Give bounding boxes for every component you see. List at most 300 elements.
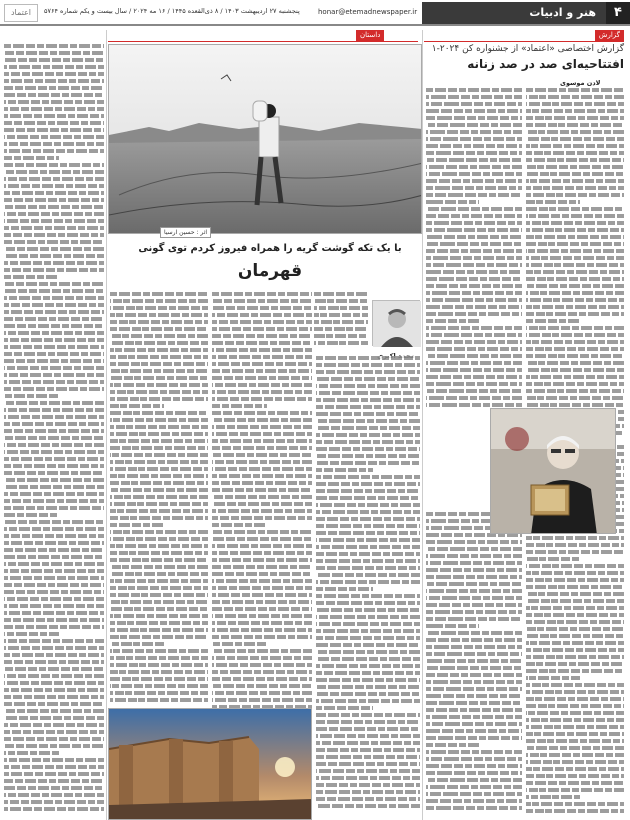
body-text-line: [212, 341, 312, 345]
body-text-line: [426, 235, 522, 239]
body-text-line: [426, 694, 522, 698]
story-rule: [108, 41, 418, 42]
body-text-line: [426, 298, 522, 302]
body-text-line: [426, 603, 522, 607]
report-kicker: گزارش اختصاصی «اعتماد» از جشنواره کن ۲۰۲۴-۱: [431, 44, 624, 54]
body-text-line: [426, 270, 522, 274]
body-text-line: [212, 614, 312, 618]
body-text-line: [316, 377, 420, 381]
column-divider: [422, 30, 423, 820]
body-text-line: [110, 635, 208, 639]
body-text-line: [4, 464, 104, 468]
body-text-line: [110, 579, 208, 583]
body-text-line: [212, 404, 267, 408]
dateline: پنجشنبه ۲۷ اردیبهشت ۱۴۰۳ / ۸ ذی‌القعده ۱۴۴۵ / ۱۶ مه ۲۰۲۴ / سال بیست و یکم شماره ۵۷۶۴: [44, 7, 300, 15]
body-text-line: [110, 565, 208, 569]
body-text-line: [526, 676, 580, 680]
body-text-line: [110, 362, 208, 366]
body-text-line: [426, 130, 522, 134]
body-text-line: [212, 502, 312, 506]
body-text-line: [212, 495, 312, 499]
body-text-line: [526, 361, 624, 365]
body-text-line: [4, 625, 104, 629]
body-text-line: [4, 366, 104, 370]
body-text-line: [526, 697, 624, 701]
body-text-line: [212, 551, 312, 555]
body-text-line: [426, 743, 479, 747]
body-text-line: [526, 536, 624, 540]
body-text-line: [316, 650, 420, 654]
body-text-line: [426, 778, 522, 782]
body-text-line: [4, 709, 104, 713]
body-text-line: [316, 594, 420, 598]
body-text-line: [4, 548, 104, 552]
body-text-line: [526, 326, 624, 330]
body-text-line: [4, 72, 104, 76]
body-text-line: [212, 425, 312, 429]
body-text-line: [426, 792, 522, 796]
body-text-line: [314, 313, 368, 317]
body-text-line: [212, 593, 312, 597]
body-text-line: [316, 748, 420, 752]
body-text-line: [426, 95, 522, 99]
body-text-line: [4, 723, 104, 727]
body-text-line: [4, 793, 104, 797]
body-text-line: [426, 750, 522, 754]
body-text-line: [212, 362, 312, 366]
body-text-line: [4, 107, 104, 111]
body-text-line: [212, 635, 312, 639]
body-text-line: [212, 474, 312, 478]
body-text-line: [426, 561, 522, 565]
body-text-line: [426, 242, 522, 246]
body-text-line: [526, 711, 624, 715]
body-text-line: [526, 200, 580, 204]
body-text-line: [426, 631, 522, 635]
body-text-line: [526, 123, 624, 127]
body-text-line: [4, 198, 104, 202]
body-text-line: [426, 354, 522, 358]
body-text-line: [526, 620, 624, 624]
body-text-line: [4, 744, 104, 748]
section-bar: [422, 2, 630, 24]
body-text-line: [526, 550, 624, 554]
body-text-line: [426, 547, 522, 551]
body-text-line: [212, 677, 312, 681]
body-text-line: [4, 660, 104, 664]
body-text-line: [526, 767, 624, 771]
body-text-line: [426, 575, 522, 579]
body-text-line: [526, 207, 624, 211]
body-text-line: [4, 513, 59, 517]
body-text-line: [526, 704, 624, 708]
body-text-line: [212, 698, 312, 702]
body-text-line: [316, 699, 420, 703]
body-text-line: [426, 151, 522, 155]
body-text-line: [526, 746, 624, 750]
body-text-line: [4, 681, 104, 685]
body-text-line: [4, 331, 104, 335]
body-text-line: [526, 648, 624, 652]
body-text-line: [110, 698, 208, 702]
body-text-line: [4, 597, 104, 601]
body-text-line: [426, 382, 522, 386]
body-text-line: [526, 802, 624, 806]
body-text-line: [316, 762, 420, 766]
story-text-col-1: [316, 356, 420, 816]
body-text-line: [110, 348, 208, 352]
body-text-line: [426, 673, 522, 677]
body-text-line: [212, 558, 312, 562]
report-headline: افتتاحیه‌ای صد در صد زنانه: [467, 57, 624, 71]
body-text-line: [426, 701, 522, 705]
body-text-line: [426, 375, 522, 379]
body-text-line: [212, 656, 312, 660]
body-text-line: [316, 755, 420, 759]
body-text-line: [110, 677, 208, 681]
body-text-line: [314, 299, 368, 303]
body-text-line: [110, 453, 208, 457]
body-text-line: [426, 137, 522, 141]
body-text-line: [110, 495, 208, 499]
body-text-line: [426, 312, 522, 316]
body-text-line: [110, 586, 208, 590]
body-text-line: [110, 404, 164, 408]
body-text-line: [316, 678, 420, 682]
body-text-line: [316, 510, 420, 514]
body-text-line: [316, 685, 420, 689]
body-text-line: [316, 545, 420, 549]
report-photo: [490, 408, 616, 534]
body-text-line: [212, 313, 312, 317]
body-text-line: [110, 376, 208, 380]
body-text-line: [212, 418, 312, 422]
body-text-line: [212, 432, 312, 436]
body-text-line: [4, 121, 104, 125]
body-text-line: [316, 692, 420, 696]
body-text-line: [4, 170, 104, 174]
body-text-line: [110, 656, 208, 660]
body-text-line: [110, 425, 208, 429]
body-text-line: [316, 580, 420, 584]
body-text-line: [426, 200, 479, 204]
body-text-line: [316, 538, 420, 542]
body-text-line: [212, 579, 312, 583]
report-headline-block: [424, 44, 624, 71]
report-byline: لادن موسوی: [560, 79, 601, 87]
body-text-line: [110, 516, 208, 520]
story-photo: [108, 44, 422, 234]
body-text-line: [426, 645, 522, 649]
body-text-line: [212, 628, 312, 632]
body-text-line: [526, 641, 624, 645]
body-text-line: [212, 467, 312, 471]
body-text-line: [316, 671, 420, 675]
story-text-col-4: [4, 44, 104, 816]
report-tag: گزارش: [595, 30, 624, 41]
body-text-line: [4, 422, 104, 426]
body-text-line: [426, 403, 522, 407]
body-text-line: [526, 186, 624, 190]
body-text-line: [426, 221, 522, 225]
body-text-line: [426, 179, 522, 183]
body-text-line: [426, 228, 522, 232]
body-text-line: [426, 333, 522, 337]
author-portrait-illustration: [373, 301, 421, 347]
body-text-line: [4, 191, 104, 195]
body-text-line: [110, 369, 208, 373]
body-text-line: [4, 751, 59, 755]
body-text-line: [316, 776, 420, 780]
body-text-line: [4, 247, 104, 251]
body-text-line: [426, 624, 479, 628]
body-text-line: [316, 433, 420, 437]
body-text-line: [110, 684, 208, 688]
body-text-line: [4, 156, 59, 160]
body-text-line: [4, 590, 104, 594]
body-text-line: [426, 214, 522, 218]
body-text-line: [4, 289, 104, 293]
body-text-line: [4, 408, 104, 412]
body-text-line: [4, 177, 104, 181]
body-text-line: [316, 454, 420, 458]
body-text-line: [4, 786, 104, 790]
body-text-line: [316, 531, 420, 535]
body-text-line: [426, 249, 522, 253]
body-text-line: [426, 88, 522, 92]
body-text-line: [426, 207, 522, 211]
body-text-line: [4, 569, 104, 573]
body-text-line: [212, 516, 312, 520]
body-text-line: [426, 277, 522, 281]
body-text-line: [426, 715, 522, 719]
section-email[interactable]: honar@etemadnewspaper.ir: [318, 8, 418, 16]
body-text-line: [316, 482, 420, 486]
body-text-line: [4, 79, 104, 83]
body-text-line: [526, 354, 624, 358]
body-text-line: [4, 205, 104, 209]
body-text-line: [526, 305, 624, 309]
body-text-line: [4, 352, 104, 356]
body-text-line: [4, 254, 104, 258]
body-text-line: [316, 468, 373, 472]
body-text-line: [526, 662, 624, 666]
body-text-line: [4, 233, 104, 237]
body-text-line: [316, 356, 420, 360]
body-text-line: [316, 601, 420, 605]
body-text-line: [526, 788, 624, 792]
body-text-line: [526, 725, 624, 729]
body-text-line: [4, 576, 104, 580]
body-text-line: [526, 263, 624, 267]
body-text-line: [4, 100, 104, 104]
body-text-line: [526, 396, 624, 400]
body-text-line: [526, 739, 624, 743]
body-text-line: [4, 604, 104, 608]
body-text-line: [526, 249, 624, 253]
body-text-line: [314, 327, 368, 331]
body-text-line: [4, 436, 104, 440]
body-text-line: [212, 411, 312, 415]
body-text-line: [526, 228, 624, 232]
body-text-line: [426, 172, 522, 176]
body-text-line: [4, 380, 104, 384]
body-text-line: [526, 151, 624, 155]
body-text-line: [4, 611, 104, 615]
story-kicker: با یک تکه گوشت گریه را همراه فیروز کردم توی گونی: [138, 243, 402, 254]
body-text-line: [426, 368, 522, 372]
body-text-line: [110, 621, 208, 625]
body-text-line: [526, 319, 580, 323]
story-headline: قهرمان: [237, 261, 303, 281]
body-text-line: [314, 306, 368, 310]
body-text-line: [110, 614, 208, 618]
body-text-line: [426, 340, 522, 344]
body-text-line: [212, 334, 312, 338]
body-text-line: [4, 51, 104, 55]
body-text-line: [110, 691, 208, 695]
body-text-line: [4, 142, 104, 146]
body-text-line: [4, 674, 104, 678]
body-text-line: [526, 732, 624, 736]
body-text-line: [316, 657, 420, 661]
body-text-line: [110, 341, 208, 345]
body-text-line: [316, 734, 420, 738]
body-text-line: [4, 527, 104, 531]
story-tag: داستان: [356, 30, 384, 41]
body-text-line: [4, 807, 104, 811]
body-text-line: [526, 774, 624, 778]
body-text-line: [426, 319, 479, 323]
body-text-line: [526, 291, 624, 295]
body-text-line: [4, 268, 104, 272]
body-text-line: [212, 390, 312, 394]
body-text-line: [426, 582, 522, 586]
body-text-line: [316, 769, 420, 773]
body-text-line: [110, 642, 164, 646]
story-photo-caption: اثر : حسین ارسیا: [160, 227, 211, 238]
body-text-line: [110, 544, 208, 548]
body-text-line: [526, 368, 624, 372]
body-text-line: [526, 557, 580, 561]
body-text-line: [4, 135, 104, 139]
body-text-line: [526, 669, 624, 673]
body-text-line: [316, 615, 420, 619]
body-text-line: [426, 638, 522, 642]
body-text-line: [526, 95, 624, 99]
body-text-line: [314, 341, 368, 345]
body-text-line: [426, 554, 522, 558]
body-text-line: [426, 144, 522, 148]
body-text-line: [4, 695, 104, 699]
body-text-line: [526, 193, 624, 197]
body-text-line: [426, 610, 522, 614]
body-text-line: [110, 502, 208, 506]
body-text-line: [110, 355, 208, 359]
page-number: ۴: [606, 2, 630, 24]
body-text-line: [316, 391, 420, 395]
body-text-line: [426, 722, 522, 726]
body-text-line: [4, 324, 104, 328]
body-text-line: [212, 586, 312, 590]
body-text-line: [426, 596, 522, 600]
body-text-line: [316, 804, 420, 808]
body-text-line: [426, 256, 522, 260]
body-text-line: [526, 809, 624, 813]
body-text-line: [4, 282, 104, 286]
body-text-line: [110, 397, 208, 401]
body-text-line: [426, 687, 522, 691]
body-text-line: [314, 320, 368, 324]
body-text-line: [526, 242, 624, 246]
body-text-line: [212, 544, 312, 548]
body-text-line: [4, 394, 59, 398]
body-text-line: [4, 443, 104, 447]
body-text-line: [212, 523, 267, 527]
body-text-line: [426, 568, 522, 572]
body-text-line: [110, 411, 208, 415]
body-text-line: [212, 572, 312, 576]
body-text-line: [110, 537, 208, 541]
body-text-line: [110, 313, 208, 317]
body-text-line: [526, 221, 624, 225]
body-text-line: [4, 219, 104, 223]
body-text-line: [426, 729, 522, 733]
body-text-line: [110, 383, 208, 387]
body-text-line: [526, 179, 624, 183]
body-text-line: [526, 256, 624, 260]
body-text-line: [4, 261, 104, 265]
body-text-line: [526, 606, 624, 610]
body-text-line: [4, 275, 59, 279]
report-text-col-3: [426, 512, 522, 816]
body-text-line: [526, 235, 624, 239]
body-text-line: [4, 149, 104, 153]
body-text-line: [526, 403, 624, 407]
body-text-line: [426, 666, 522, 670]
body-text-line: [4, 772, 104, 776]
body-text-line: [110, 600, 208, 604]
body-text-line: [110, 649, 208, 653]
body-text-line: [4, 639, 104, 643]
body-text-line: [526, 613, 624, 617]
body-text-line: [526, 592, 624, 596]
body-text-line: [212, 383, 312, 387]
body-text-line: [526, 578, 624, 582]
body-text-line: [526, 270, 624, 274]
body-text-line: [526, 571, 624, 575]
body-text-line: [4, 485, 104, 489]
body-text-line: [526, 137, 624, 141]
body-text-line: [4, 541, 104, 545]
author-photo: [372, 300, 420, 346]
body-text-line: [4, 128, 104, 132]
body-text-line: [426, 659, 522, 663]
body-text-line: [110, 418, 208, 422]
body-text-line: [316, 559, 420, 563]
body-text-line: [526, 116, 624, 120]
body-text-line: [426, 799, 522, 803]
body-text-line: [110, 299, 208, 303]
body-text-line: [212, 684, 312, 688]
body-text-line: [212, 509, 312, 513]
body-text-line: [4, 114, 104, 118]
body-text-line: [212, 355, 312, 359]
body-text-line: [4, 303, 104, 307]
body-text-line: [526, 333, 624, 337]
body-text-line: [316, 496, 420, 500]
body-text-line: [316, 461, 420, 465]
